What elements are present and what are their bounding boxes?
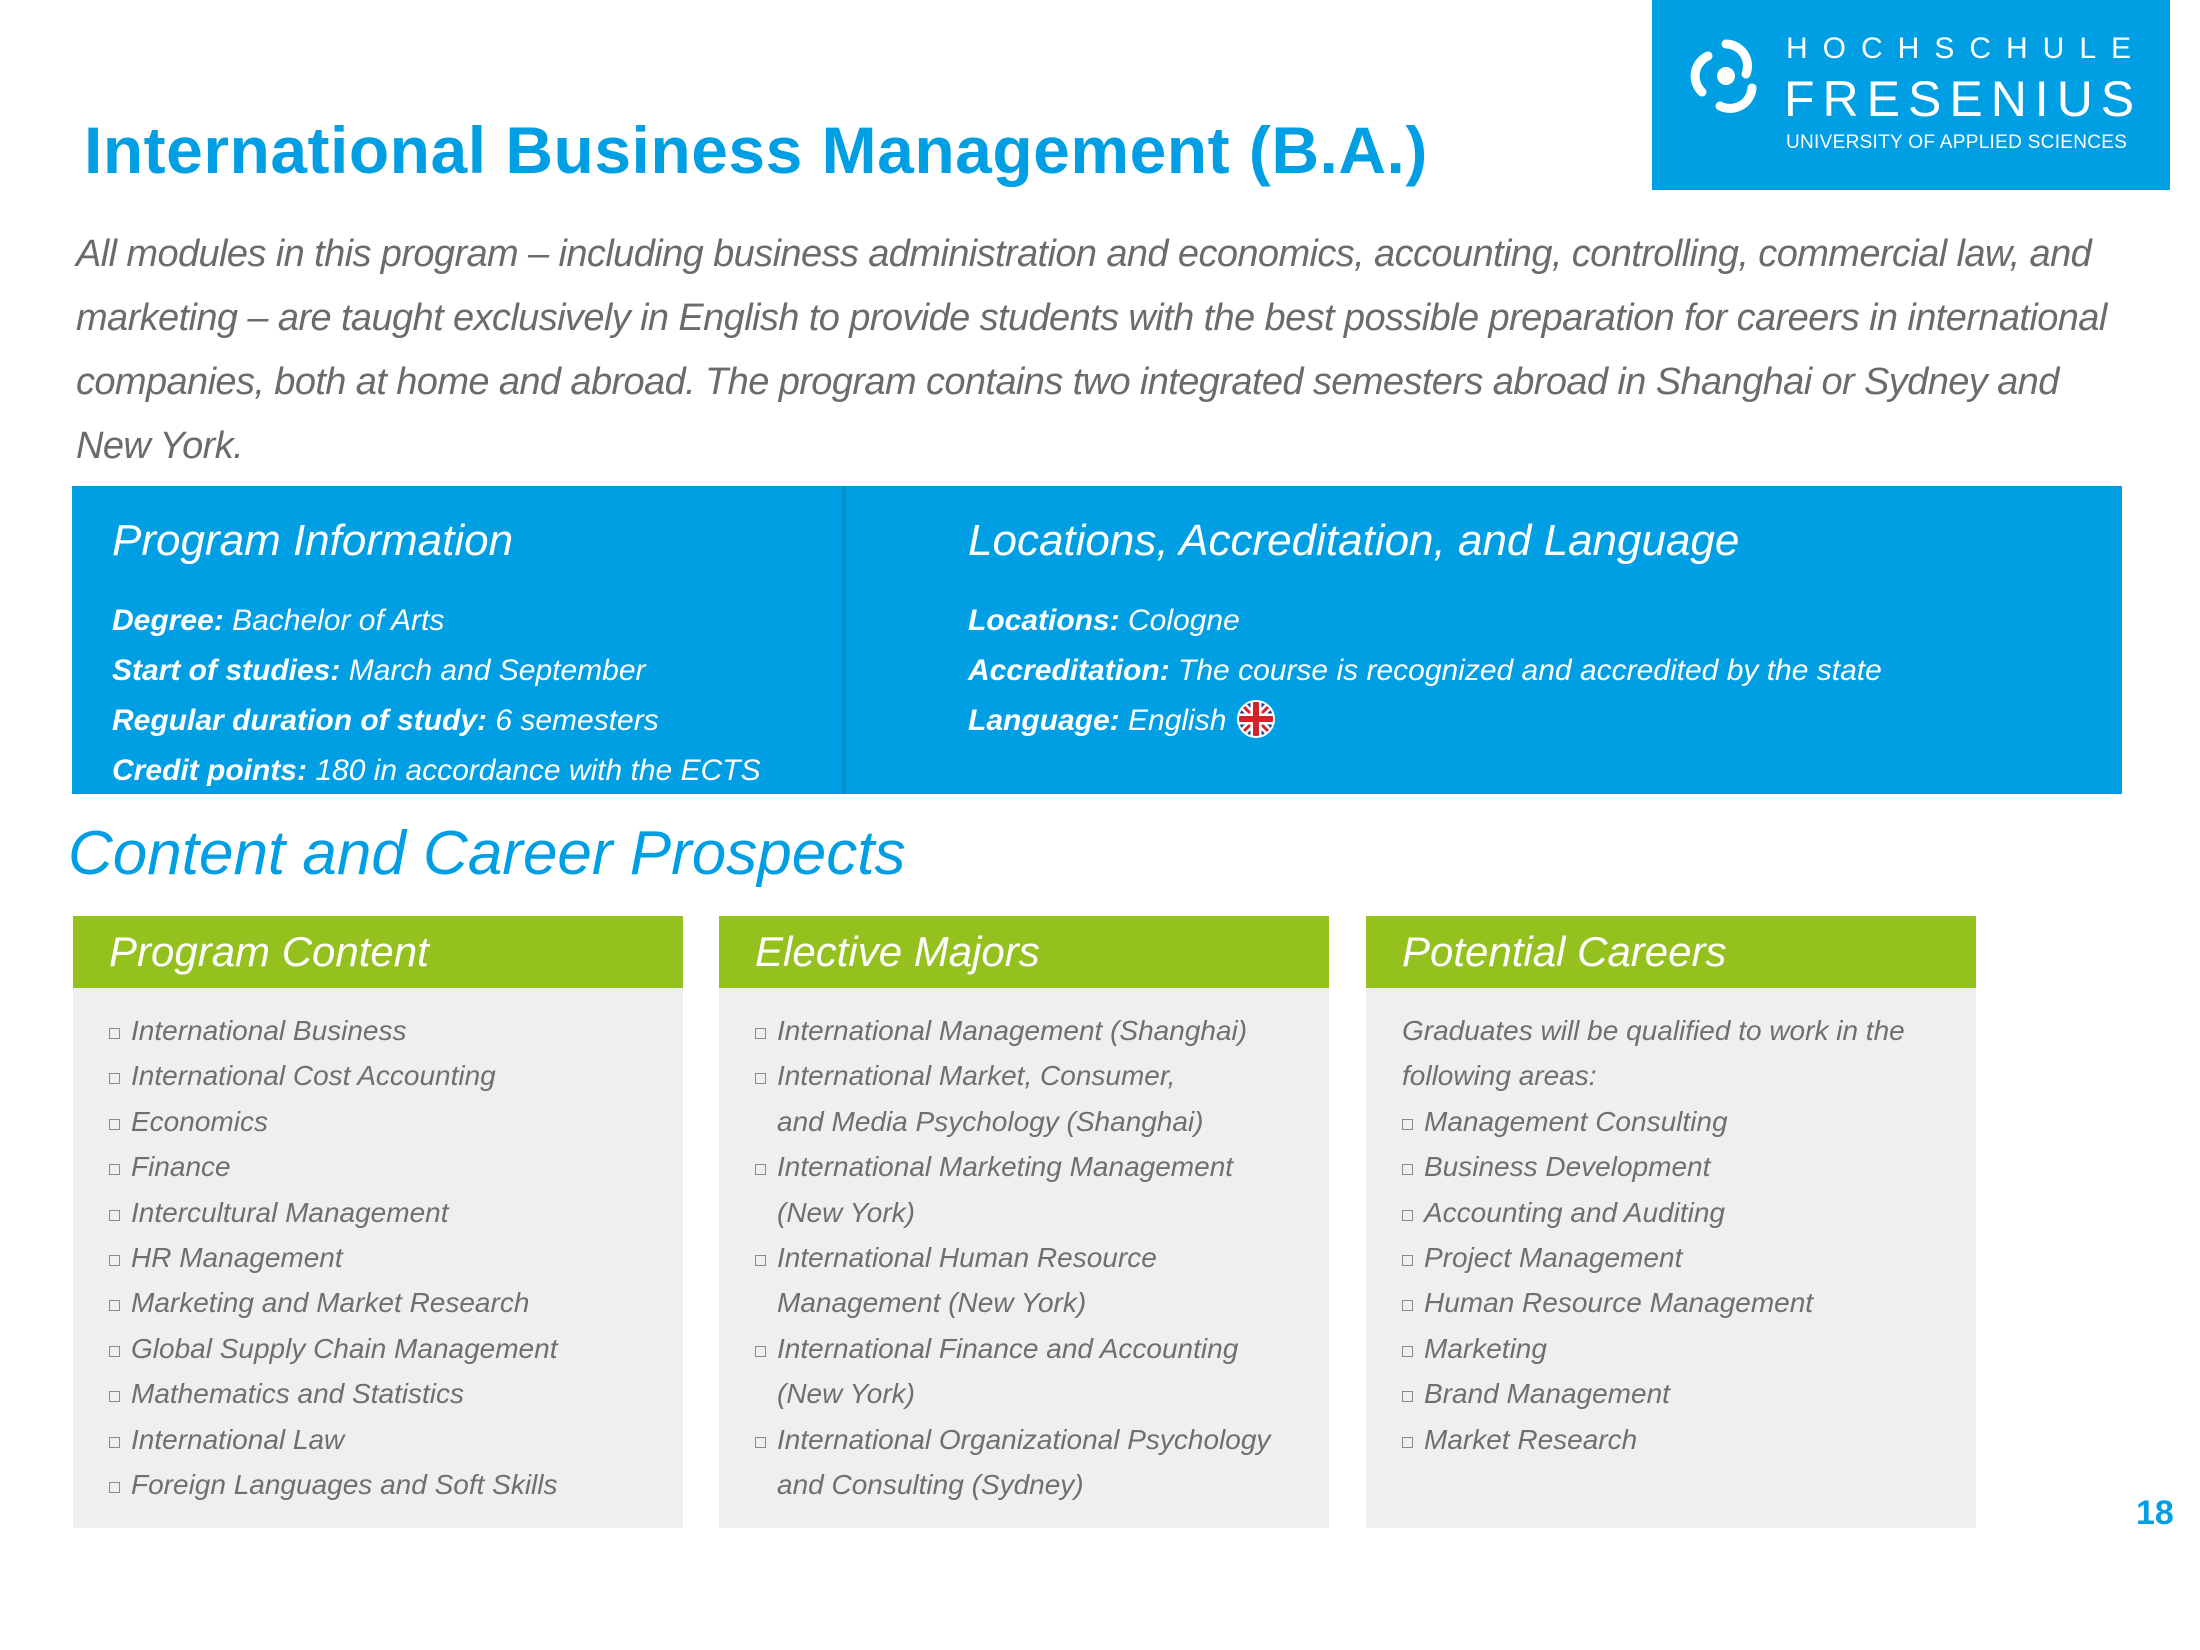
program-content-heading: Program Content <box>73 916 683 988</box>
info-line-locations: Locations: Cologne <box>968 604 1240 637</box>
uk-flag-icon <box>1236 699 1276 739</box>
elective-majors-card <box>719 916 1329 1528</box>
careers-intro: Graduates will be qualified to work in the following areas: <box>1402 1015 1905 1092</box>
list-item: International Cost Accounting <box>109 1053 683 1098</box>
potential-careers-heading: Potential Careers <box>1366 916 1976 988</box>
logo-line-fresenius: FRESENIUS <box>1784 71 2143 127</box>
elective-majors-heading: Elective Majors <box>719 916 1329 988</box>
list-item: Brand Management <box>1402 1371 1976 1416</box>
list-item: Accounting and Auditing <box>1402 1190 1976 1235</box>
program-content-list <box>73 988 683 1507</box>
list-item: International Organizational Psychology and Consulting (Sydney) <box>755 1417 1329 1508</box>
list-item: HR Management <box>109 1235 683 1280</box>
list-item: International Management (Shanghai) <box>755 1008 1329 1053</box>
info-line-accreditation: Accreditation: The course is recognized and accredited by the state <box>968 654 1882 687</box>
list-item: Economics <box>109 1099 683 1144</box>
program-information-heading: Program Information <box>112 516 514 565</box>
list-item: Marketing and Market Research <box>109 1280 683 1325</box>
info-box <box>72 486 2122 794</box>
fresenius-swirl-icon <box>1686 36 1766 116</box>
list-item: Business Development <box>1402 1144 1976 1189</box>
list-item: International Business <box>109 1008 683 1053</box>
program-content-card <box>73 916 683 1528</box>
list-item: International Finance and Accounting (New York) <box>755 1326 1329 1417</box>
program-information-list <box>112 596 761 796</box>
info-line-duration: Regular duration of study: 6 semesters <box>112 704 659 737</box>
list-item: Market Research <box>1402 1417 1976 1462</box>
list-item: Global Supply Chain Management <box>109 1326 683 1371</box>
list-item: International Law <box>109 1417 683 1462</box>
list-item: Project Management <box>1402 1235 1976 1280</box>
potential-careers-card <box>1366 916 1976 1528</box>
list-item: Finance <box>109 1144 683 1189</box>
list-item: International Marketing Management (New York) <box>755 1144 1329 1235</box>
program-intro: All modules in this program – including business administration and economics, accounting, controlling, commercial law, and marketing – are taught exclusively in English to provide students with the best possible preparation for careers in international companies, both at home and abroad. The program contains two integrated semesters abroad in Shanghai or Sydney and New York. <box>76 233 2107 467</box>
list-item: Human Resource Management <box>1402 1280 1976 1325</box>
list-item: Management Consulting <box>1402 1099 1976 1144</box>
list-item: International Human Resource Management (New York) <box>755 1235 1329 1326</box>
list-item: Foreign Languages and Soft Skills <box>109 1462 683 1507</box>
list-item: International Market, Consumer, and Media Psychology (Shanghai) <box>755 1053 1329 1144</box>
list-item: Intercultural Management <box>109 1190 683 1235</box>
section-title: Content and Career Prospects <box>68 819 906 888</box>
locations-heading: Locations, Accreditation, and Language <box>968 516 1740 565</box>
list-item: Mathematics and Statistics <box>109 1371 683 1416</box>
info-line-degree: Degree: Bachelor of Arts <box>112 604 445 637</box>
page-number: 18 <box>2136 1494 2174 1532</box>
locations-panel <box>842 486 2126 794</box>
info-line-language: Language: English <box>968 696 1882 746</box>
page-title: International Business Management (B.A.) <box>84 113 1428 187</box>
program-information-panel <box>72 486 842 794</box>
logo-line-hochschule: HOCHSCHULE <box>1786 32 2147 65</box>
potential-careers-list <box>1366 1099 1976 1462</box>
list-item: Marketing <box>1402 1326 1976 1371</box>
info-line-credits: Credit points: 180 in accordance with the ECTS <box>112 754 761 787</box>
info-line-start: Start of studies: March and September <box>112 654 646 687</box>
elective-majors-list <box>719 988 1329 1507</box>
university-logo <box>1652 0 2170 190</box>
locations-list <box>968 596 1882 746</box>
logo-line-subtitle: UNIVERSITY OF APPLIED SCIENCES <box>1786 132 2128 153</box>
